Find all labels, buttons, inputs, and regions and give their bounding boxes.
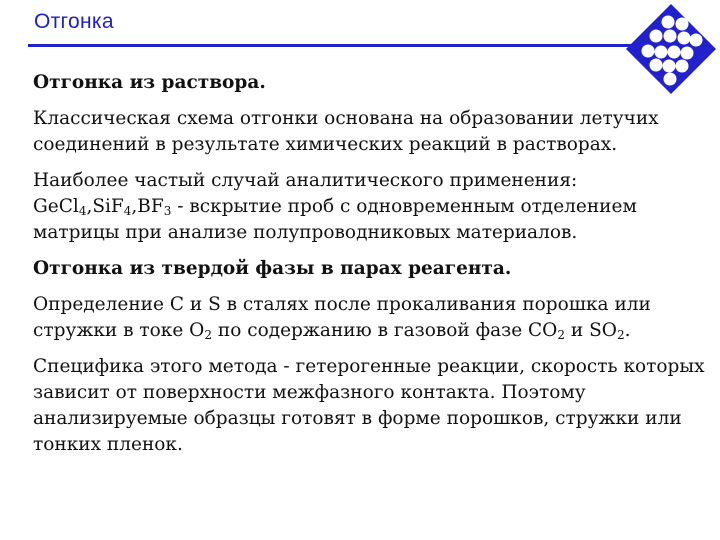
- application-text: - вскрытие проб с одновременным отделением матрицы при анализе полупроводниковых материалов.: [33, 196, 637, 243]
- formula-bf: ,BF: [131, 196, 164, 217]
- subscript: 4: [78, 204, 87, 218]
- formula-sif: ,SiF: [86, 196, 124, 217]
- subscript: 4: [123, 204, 132, 218]
- determination-text-mid: по содержанию в газовой фазе CO: [211, 320, 558, 341]
- paragraph-classic-scheme: Классическая схема отгонки основана на образовании летучих соединений в результате химических реакций в растворах.: [33, 108, 659, 155]
- determination-text: Определение C и S в сталях после прокаливания порошка или стружки в токе O: [33, 294, 651, 341]
- slide-content: [33, 70, 705, 468]
- page-title: Отгонка: [34, 10, 114, 33]
- determination-text-and: и SO: [565, 320, 617, 341]
- subscript: 2: [204, 328, 212, 342]
- section-heading-solid: Отгонка из твердой фазы в парах реагента.: [33, 258, 512, 279]
- paragraph-method-specifics: Специфика этого метода - гетерогенные реакции, скорость которых зависит от поверхности межфазного контакта. Поэтому анализируемые образцы готовят в форме порошков, стружки или тонких пленок.: [33, 356, 705, 455]
- paragraph-c-s-determination: [33, 292, 705, 344]
- application-intro: Наиболее частый случай аналитического применения:: [33, 170, 578, 191]
- subscript: 2: [616, 328, 625, 342]
- section-heading-solution: Отгонка из раствора.: [33, 72, 266, 93]
- title-underline: [28, 44, 640, 47]
- paragraph-application: [33, 168, 705, 246]
- formula-gecl: GeCl: [33, 196, 79, 217]
- subscript: 2: [557, 328, 565, 342]
- determination-text-end: .: [624, 320, 631, 341]
- subscript: 3: [163, 204, 172, 218]
